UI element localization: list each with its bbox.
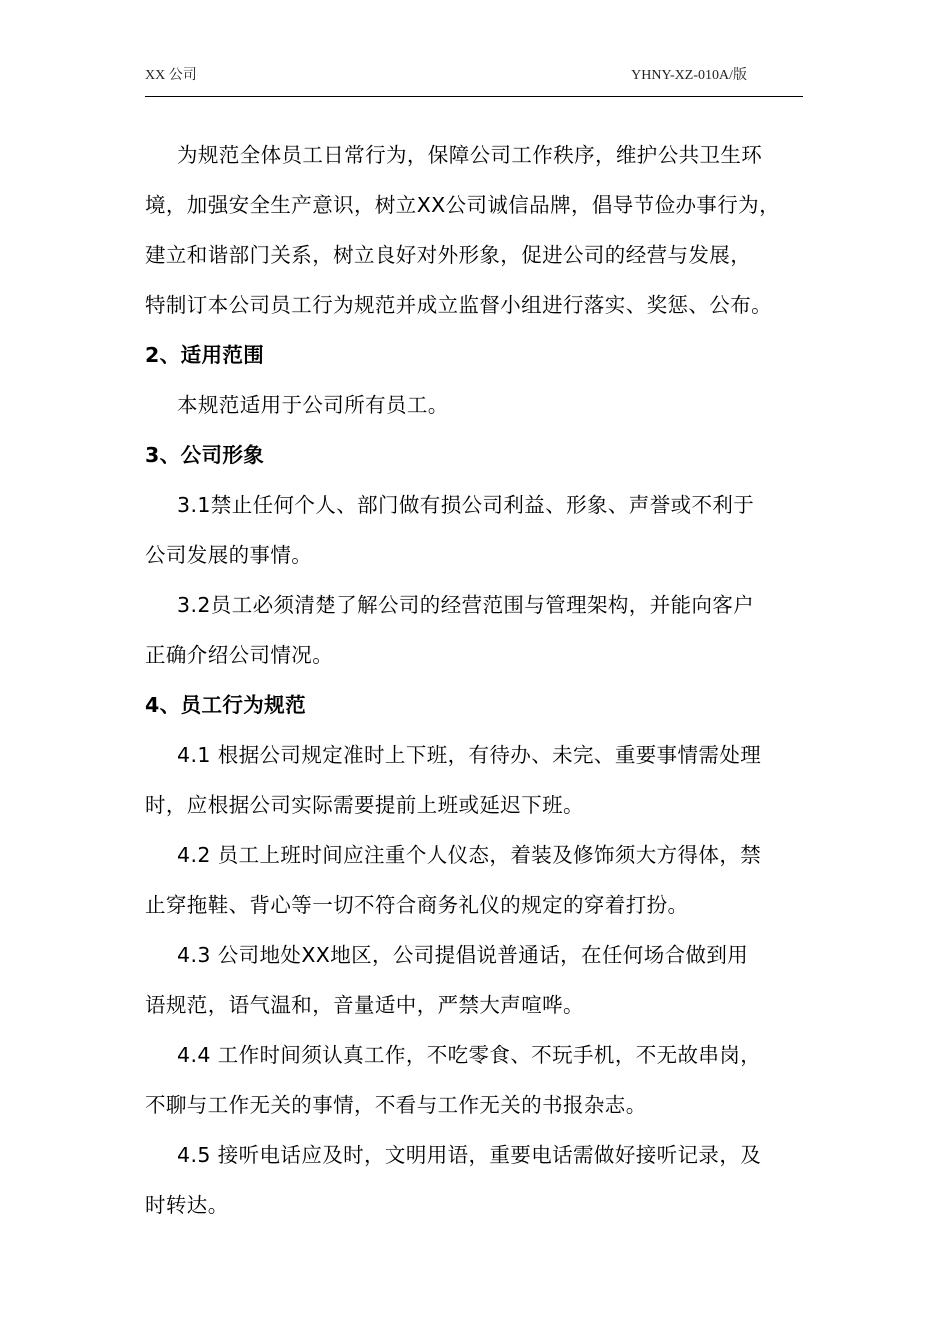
intro-line: 境，加强安全生产意识，树立XX公司诚信品牌，倡导节俭办事行为，	[145, 193, 780, 217]
clause-line: 止穿拖鞋、背心等一切不符合商务礼仪的规定的穿着打扮。	[145, 893, 689, 917]
intro-line: 为规范全体员工日常行为，保障公司工作秩序，维护公共卫生环	[177, 143, 763, 167]
clause-4-2	[145, 830, 815, 930]
section-heading-conduct: 4、员工行为规范	[145, 693, 306, 717]
clause-line: 正确介绍公司情况。	[145, 643, 334, 667]
section-heading-company-image: 3、公司形象	[145, 443, 265, 467]
scope-paragraph: 本规范适用于公司所有员工。	[177, 393, 449, 417]
clause-line: 时转达。	[145, 1193, 229, 1217]
clause-line: 3.2员工必须清楚了解公司的经营范围与管理架构，并能向客户	[177, 593, 755, 617]
header-company: XX 公司	[145, 68, 197, 83]
clause-4-5	[145, 1130, 815, 1230]
intro-line: 建立和谐部门关系，树立良好对外形象，促进公司的经营与发展，	[145, 243, 752, 267]
clause-line: 4.5 接听电话应及时，文明用语，重要电话需做好接听记录，及	[177, 1143, 762, 1167]
section-heading-scope: 2、适用范围	[145, 343, 265, 367]
clause-3-2	[145, 580, 815, 680]
intro-line: 特制订本公司员工行为规范并成立监督小组进行落实、奖惩、公布。	[145, 293, 772, 317]
clause-line: 4.1 根据公司规定准时上下班，有待办、未完、重要事情需处理	[177, 743, 762, 767]
clause-line: 4.3 公司地处XX地区，公司提倡说普通话，在任何场合做到用	[177, 943, 749, 967]
clause-line: 4.2 员工上班时间应注重个人仪态，着装及修饰须大方得体，禁	[177, 843, 762, 867]
clause-line: 公司发展的事情。	[145, 543, 313, 567]
clause-line: 时，应根据公司实际需要提前上班或延迟下班。	[145, 793, 584, 817]
clause-line: 4.4 工作时间须认真工作，不吃零食、不玩手机，不无故串岗，	[177, 1043, 762, 1067]
page-header	[145, 66, 803, 97]
clause-line: 3.1禁止任何个人、部门做有损公司利益、形象、声誉或不利于	[177, 493, 755, 517]
header-doc-code: YHNY-XZ-010A/版	[631, 68, 747, 83]
clause-3-1	[145, 480, 815, 580]
clause-4-1	[145, 730, 815, 830]
document-body	[145, 130, 815, 1230]
clause-4-4	[145, 1030, 815, 1130]
intro-paragraph	[145, 130, 815, 330]
clause-line: 不聊与工作无关的事情，不看与工作无关的书报杂志。	[145, 1093, 647, 1117]
clause-4-3	[145, 930, 815, 1030]
clause-line: 语规范，语气温和，音量适中，严禁大声喧哗。	[145, 993, 584, 1017]
